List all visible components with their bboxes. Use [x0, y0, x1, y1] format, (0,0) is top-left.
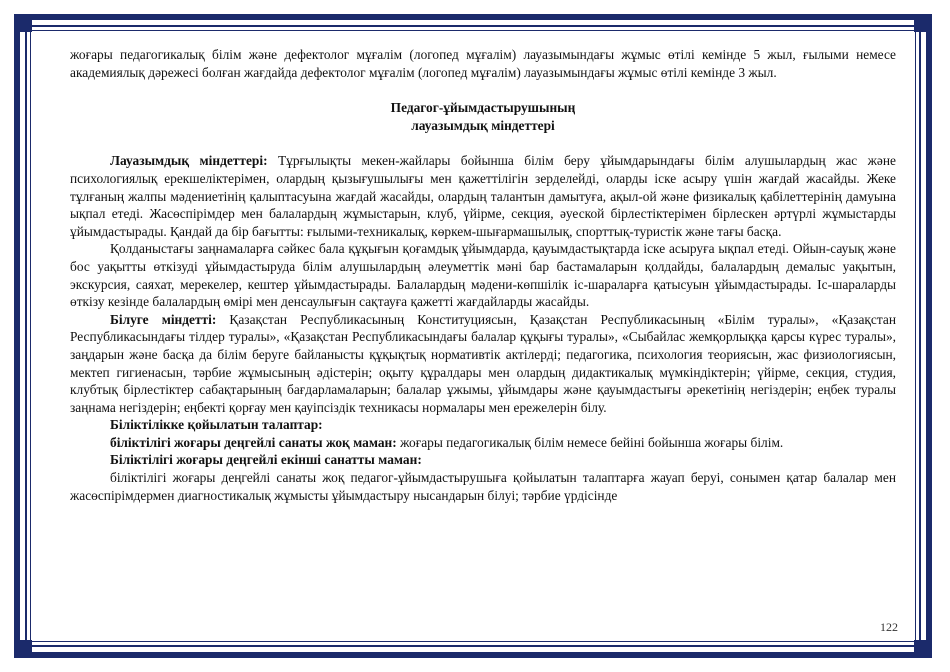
knowledge-paragraph [70, 311, 896, 417]
page-number: 122 [880, 620, 898, 634]
section-heading-line1: Педагог-ұйымдастырушының [390, 100, 576, 116]
no-category-label: біліктілігі жоғары деңгейлі санаты жоқ маман: [110, 434, 397, 450]
border-corner-ornament [914, 14, 932, 32]
border-corner-ornament [14, 640, 32, 658]
border-corner-ornament [914, 640, 932, 658]
duties-text: Тұрғылықты мекен-жайлары бойынша білім беру ұйымдарындағы білім алушылардың жас және психологиялық ерекшеліктерімен, олардың қызығушылығы мен қажеттілігін зерделейді, оларды іске асыру үшін жағдай жасайды. Жеке тұлғаның жалпы мәдениетінің қалыптасуына жағдай жасайды, олардың талантын дамытуға, ақыл-ой және физикалық қабілеттерінің дамуына ықпал етеді. Жасөспірімдер мен балалардың жұмыстарын, клуб, үйірме, секция, әуеской бірлестіктерімен бірлескен әртүрлі жұмыстарды ұйымдастырады. Қандай да бір бағытты: ғылыми-техникалық, көркем-шығармашылық, спорттық-туристік және тағы басқа. [70, 153, 896, 239]
legislation-paragraph: Қолданыстағы заңнамаларға сәйкес бала құқығын қоғамдық ұйымдарда, қауымдастықтарда іске асыруға ықпал етеді. Ойын-сауық және бос уақытты өткізуді ұйымдастыруда білім алушылардың әлеуметтік мәні бар бастамаларын қолдайды, балалардың демалыс уақытын, экскурсия, саяхат, мерекелер, кештер ұйымдастырады. Балалардың мәдени-көпшілік іс-шараларға қатысуын ұйымдастырады. Іс-шараларды өткізу кезінде балалардың өмірі мен денсаулығын сақтауға қажетті жағдайларды жасайды. [70, 241, 896, 310]
no-category-paragraph [70, 434, 896, 452]
knowledge-text: Қазақстан Республикасының Конституциясын, Қазақстан Республикасының «Білім туралы», «Қазақстан Республикасындағы тілдер туралы», «Қазақстан Республикасындағы балалар құқығы туралы», «Сыбайлас жемқорлыққа қарсы күрес туралы», заңдарын және басқа да білім беруге байланысты құқықтық нормативтік актілерді; педагогика, психология теориясын, жас физиологиясын, мектеп гигиенасын, тәрбие жұмысының әдістерін; оқыту құралдары мен олардың дидактикалық мүмкіндіктерін; үйірме, секция, студия, клубтық бірлестіктер сабақтарының бағдарламаларын; балалар ұжымы, ұйымдары және қауымдастығы әрекетінің негіздерін; еңбек туралы заңнама негіздерін; еңбекті қорғау мен қауіпсіздік техникасы нормалары мен ережелерін білу. [70, 311, 896, 415]
duties-label: Лауазымдық міндеттері: [110, 153, 268, 169]
duties-paragraph [70, 152, 896, 240]
document-body [70, 46, 896, 614]
no-category-text: жоғары педагогикалық білім немесе бейіні бойынша жоғары білім. [396, 434, 784, 450]
qualification-heading: Біліктілікке қойылатын талаптар: [110, 417, 323, 433]
section-heading-line2: лауазымдық міндеттері [411, 117, 555, 133]
knowledge-label: Білуге міндетті: [110, 311, 217, 327]
intro-paragraph: жоғары педагогикалық білім және дефектолог мұғалім (логопед мұғалім) лауазымындағы жұмыс өтілі кемінде 5 жыл, ғылыми немесе академиялық дәрежесі болған жағдайда дефектолог мұғалім (логопед мұғалім) лауазымындағы жұмыс өтілі кемінде 3 жыл. [70, 47, 896, 80]
second-category-heading: Біліктілігі жоғары деңгейлі екінші санатты маман: [110, 452, 422, 468]
second-category-paragraph: біліктілігі жоғары деңгейлі санаты жоқ педагог-ұйымдастырушыға қойылатын талаптарға жауап беруі, сонымен қатар балалар мен жасөспірімдермен диагностикалық жұмысты ұйымдастыру нысандарын білуі; тәрбие үрдісінде [70, 470, 896, 503]
border-corner-ornament [14, 14, 32, 32]
